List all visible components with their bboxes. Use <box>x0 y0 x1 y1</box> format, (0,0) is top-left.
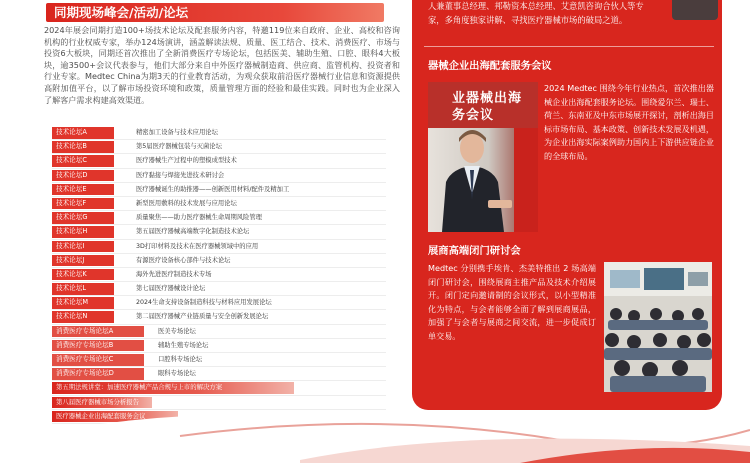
forum-tag: 技术论坛D <box>52 170 114 182</box>
consumer-forum-tag: 消费医疗专场论坛B <box>52 340 144 352</box>
forum-title: 第二届医疗器械产业链质量与安全创新发展论坛 <box>136 313 269 321</box>
decorative-swoosh <box>0 400 750 463</box>
consumer-forum-tag: 消费医疗专场论坛C <box>52 354 144 366</box>
forum-title: 2024生命支持设备制造科技与材料应用发展论坛 <box>136 299 272 307</box>
forum-row <box>52 296 386 310</box>
consumer-forum-title: 眼科专场论坛 <box>158 370 196 378</box>
forum-tag: 技术论坛C <box>52 155 114 167</box>
forum-title: 第七届医疗器械设计论坛 <box>136 285 206 293</box>
forum-title: 精密加工设备与技术应用论坛 <box>136 129 218 136</box>
forum-tag: 技术论坛A <box>52 127 114 139</box>
forum-row <box>52 140 386 154</box>
consumer-forum-row <box>52 353 386 367</box>
special-session-bar: 第五期法规讲堂：加速医疗器械产品合规与上市的解决方案 <box>52 382 294 394</box>
forum-title: 医疗器械生产过程中的塑模成型技术 <box>136 157 237 165</box>
forum-title: 第5届医疗器械包装与灭菌论坛 <box>136 143 222 151</box>
forum-row <box>52 240 386 254</box>
forum-tag: 技术论坛B <box>52 141 114 153</box>
seminar-photo-illustration <box>604 262 712 392</box>
forum-row <box>52 169 386 183</box>
special-session-bar: 医疗器械企业出海配套服务会议 <box>52 411 178 423</box>
special-session-row <box>52 381 386 395</box>
forum-title: 医疗黏接与焊接先进技术研讨会 <box>136 171 225 179</box>
forum-tag: 技术论坛J <box>52 255 114 267</box>
forum-tag: 技术论坛G <box>52 212 114 224</box>
forum-tag: 技术论坛N <box>52 311 114 323</box>
forum-title: 第五届医疗器械高端数字化制造技术论坛 <box>136 228 250 236</box>
forum-tag: 技术论坛I <box>52 241 114 253</box>
forum-title: 3D打印材料及技术在医疗器械领域中的应用 <box>136 242 259 250</box>
overseas-paragraph: 2024 Medtec 围绕今年行业热点，首次推出器械企业出海配套服务论坛。围绕爱尔兰、瑞士、荷兰、东南亚及中东市场展开探讨，剖析出海目标市场布局、基本政策、创新技术发展及机遇，为企业出海实际案例助力国内上下游供应链企业的全球布局。 <box>544 83 714 161</box>
forum-tag: 技术论坛L <box>52 283 114 295</box>
forum-row <box>52 211 386 225</box>
forum-row <box>52 154 386 168</box>
top-continuation-text: 人兼董事总经理、邦勒资本总经理、艾意凯咨询合伙人等专家，多角度独家讲解、寻找医疗器械市场的破局之道。 <box>428 1 644 25</box>
forum-row <box>52 197 386 211</box>
consumer-forum-tag: 消费医疗专场论坛A <box>52 326 144 338</box>
forum-row <box>52 268 386 282</box>
consumer-forum-title: 辅助生殖专场论坛 <box>158 341 209 349</box>
forum-tag: 技术论坛H <box>52 226 114 238</box>
forum-row <box>52 310 386 324</box>
speaker-photo <box>428 82 538 232</box>
forum-row <box>52 282 386 296</box>
forum-title: 质量聚焦——助力医疗器械生命周期风险管理 <box>136 214 262 222</box>
forum-title: 新型医用敷料的技术发展与应用论坛 <box>136 199 237 207</box>
forum-tag: 技术论坛F <box>52 198 114 210</box>
forum-row <box>52 225 386 239</box>
overseas-section-title <box>428 57 552 72</box>
forum-title: 海外先进医疗制造技术专场 <box>136 270 212 278</box>
divider <box>424 46 714 47</box>
consumer-forum-title: 口腔科专场论坛 <box>158 356 203 363</box>
consumer-forum-row <box>52 339 386 353</box>
overseas-title-text: 器械企业出海配套服务会议 <box>428 60 552 72</box>
special-session-bar: 第八届医疗器械市场分析报告 <box>52 397 152 409</box>
consumer-forum-row <box>52 367 386 381</box>
forum-title: 医疗器械诞生的助推器——创新医用材料/配件及精加工 <box>136 185 290 193</box>
photo-sign-text: 业器械出海 务会议 <box>452 91 523 123</box>
forum-tag: 技术论坛E <box>52 184 114 196</box>
seminar-photo <box>604 262 712 392</box>
forum-list <box>52 126 386 424</box>
forum-row <box>52 254 386 268</box>
seminar-section-title <box>428 242 521 257</box>
forum-row <box>52 126 386 140</box>
seminar-paragraph: Medtec 分别携手埃肯、杰美特推出 2 场高端闭门研讨会，围绕展商主推产品及技术介绍展开。闭门定向邀请制的会议形式，以小型精准化为特点，与会者能够全面了解到展商展品，加强了与会者与展商之间交流，进一步促成订单交易。 <box>428 263 596 341</box>
forum-title: 有源医疗设备核心部件与技术论坛 <box>136 256 231 264</box>
forum-tag: 技术论坛K <box>52 269 114 281</box>
forum-row <box>52 183 386 197</box>
intro-paragraph: 2024年展会同期打造100+场技术论坛及配套服务内容，特邀119位来自政府、企业、高校和咨询机构的行业权威专家，举办124场演讲，涵盖解读法规、质量、医工结合、技术、消费医疗、市场与投资6大板块，同期还首次推出了全新消费医疗专场论坛，包括医美、辅助生殖、口腔、眼科4大板块，逾3500+会议代表参与，他们大部分来自中外医疗器械制造商、供应商、监管机构、投资者和行业专家。Medtec China为期3天的行业教育活动，为观众获取前沿医疗器械行业信息和资源提供高附加值平台，以了解市场投资环境和政策，质量管理方面的经验和最佳实践。同时也为企业深入了解客户需求构建高效渠道。 <box>44 25 400 105</box>
forum-tag: 技术论坛M <box>52 297 114 309</box>
consumer-forum-title: 医美专场论坛 <box>158 327 196 335</box>
consumer-forum-tag: 消费医疗专场论坛D <box>52 368 144 380</box>
section-title: 同期现场峰会/活动/论坛 <box>54 5 189 20</box>
consumer-forum-row <box>52 325 386 339</box>
top-photo-fragment <box>672 0 718 20</box>
seminar-title-text: 展商高端闭门研讨会 <box>428 245 521 257</box>
